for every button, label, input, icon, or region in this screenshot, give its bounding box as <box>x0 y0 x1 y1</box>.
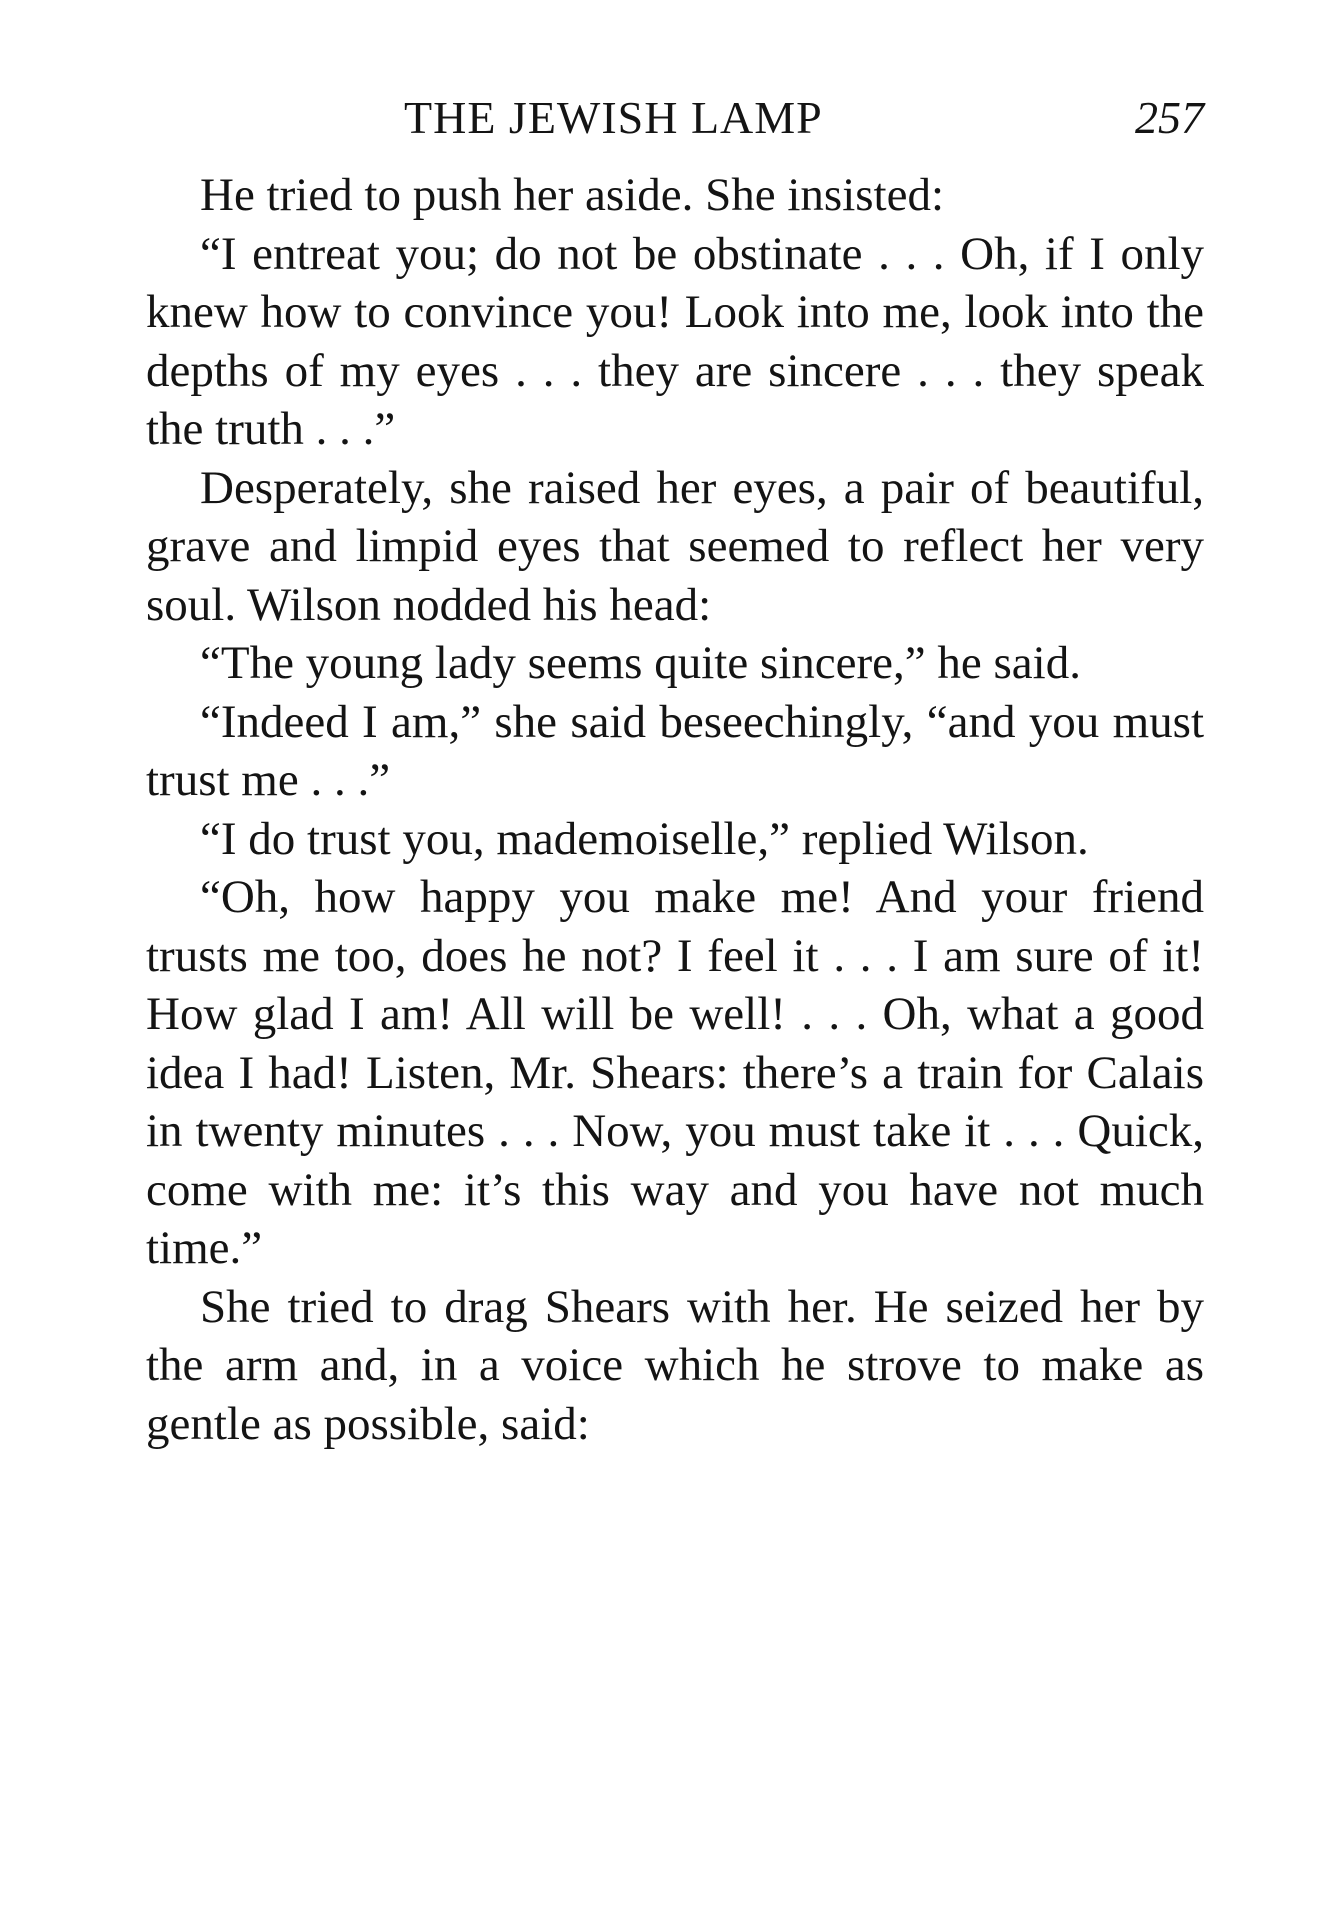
paragraph: Desperately, she raised her eyes, a pair of beautiful, grave and limpid eyes that seemed to reflect her very soul. Wilson nodded his head: <box>146 461 1204 631</box>
paragraph: “I do trust you, mademoiselle,” replied Wilson. <box>200 812 1089 865</box>
paragraph: He tried to push her aside. She insisted: <box>200 169 945 221</box>
paragraph: “I entreat you; do not be obstinate . . . Oh, if I only knew how to convince you! Look into me, look into the depths of my eyes . . . they are sincere . . . they speak the truth . . .” <box>146 227 1204 455</box>
paragraph: “Indeed I am,” she said beseechingly, “and you must trust me . . .” <box>146 695 1204 806</box>
page-number: 257 <box>1135 92 1204 143</box>
running-title: THE JEWISH LAMP <box>404 92 823 143</box>
page-body <box>146 166 1204 1453</box>
paragraph: “The young lady seems quite sincere,” he said. <box>200 637 1081 689</box>
paragraph: “Oh, how happy you make me! And your friend trusts me too, does he not? I feel it . . . I am sure of it! How glad I am! All will be well! . . . Oh, what a good idea I had! Listen, Mr. Shears: there’s a train for Calais in twenty minutes . . . Now, you must take it . . . Quick, come with me: it’s this way and you have not much time.” <box>146 871 1204 1274</box>
running-header <box>146 78 1204 158</box>
paragraph: She tried to drag Shears with her. He seized her by the arm and, in a voice which he strove to make as gentle as possible, said: <box>146 1280 1204 1450</box>
book-page <box>146 78 1204 1453</box>
